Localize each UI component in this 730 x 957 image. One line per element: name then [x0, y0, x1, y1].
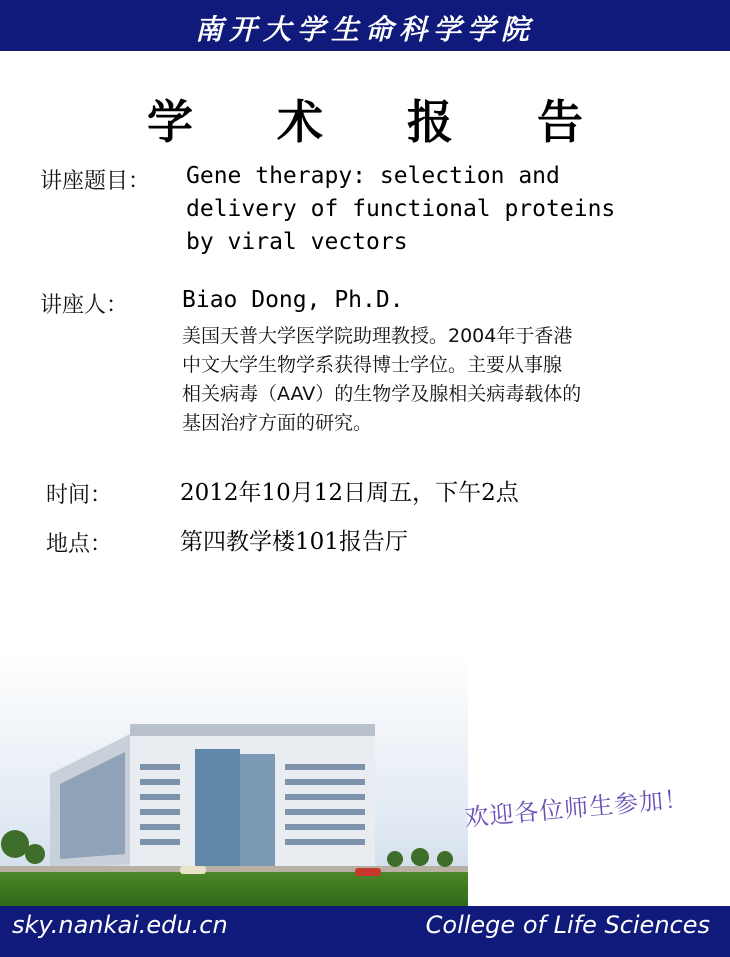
place-label: 地点：: [46, 532, 113, 557]
time-label: 时间：: [46, 483, 113, 508]
bio-line-1: 美国天普大学医学院助理教授。2004年于香港: [182, 325, 573, 347]
bio-line-3: 相关病毒（AAV）的生物学及腺相关病毒载体的: [182, 383, 582, 405]
welcome-message: 欢迎各位师生参加！: [463, 784, 691, 833]
institution-title: 南开大学生命科学学院: [194, 13, 535, 46]
footer-url[interactable]: sky.nankai.edu.cn: [12, 911, 228, 939]
topic-line-1: Gene therapy: selection and: [186, 163, 560, 189]
topic-label: 讲座题目：: [40, 169, 151, 194]
topic-line-2: delivery of functional proteins: [186, 196, 616, 222]
bio-line-4: 基因治疗方面的研究。: [182, 412, 373, 434]
place-value: 第四教学楼101报告厅: [180, 529, 408, 555]
speaker-label: 讲座人：: [40, 293, 129, 318]
time-value: 2012年10月12日周五，下午2点: [180, 480, 519, 506]
page-title: 学 术 报 告: [146, 95, 618, 149]
speaker-bio: [182, 322, 672, 438]
footer-college: College of Life Sciences: [425, 911, 710, 939]
speaker-name: Biao Dong, Ph.D.: [182, 287, 404, 313]
building-illustration: [0, 654, 468, 906]
bio-line-2: 中文大学生物学系获得博士学位。主要从事腺: [182, 354, 563, 376]
topic-line-3: by viral vectors: [186, 229, 408, 255]
